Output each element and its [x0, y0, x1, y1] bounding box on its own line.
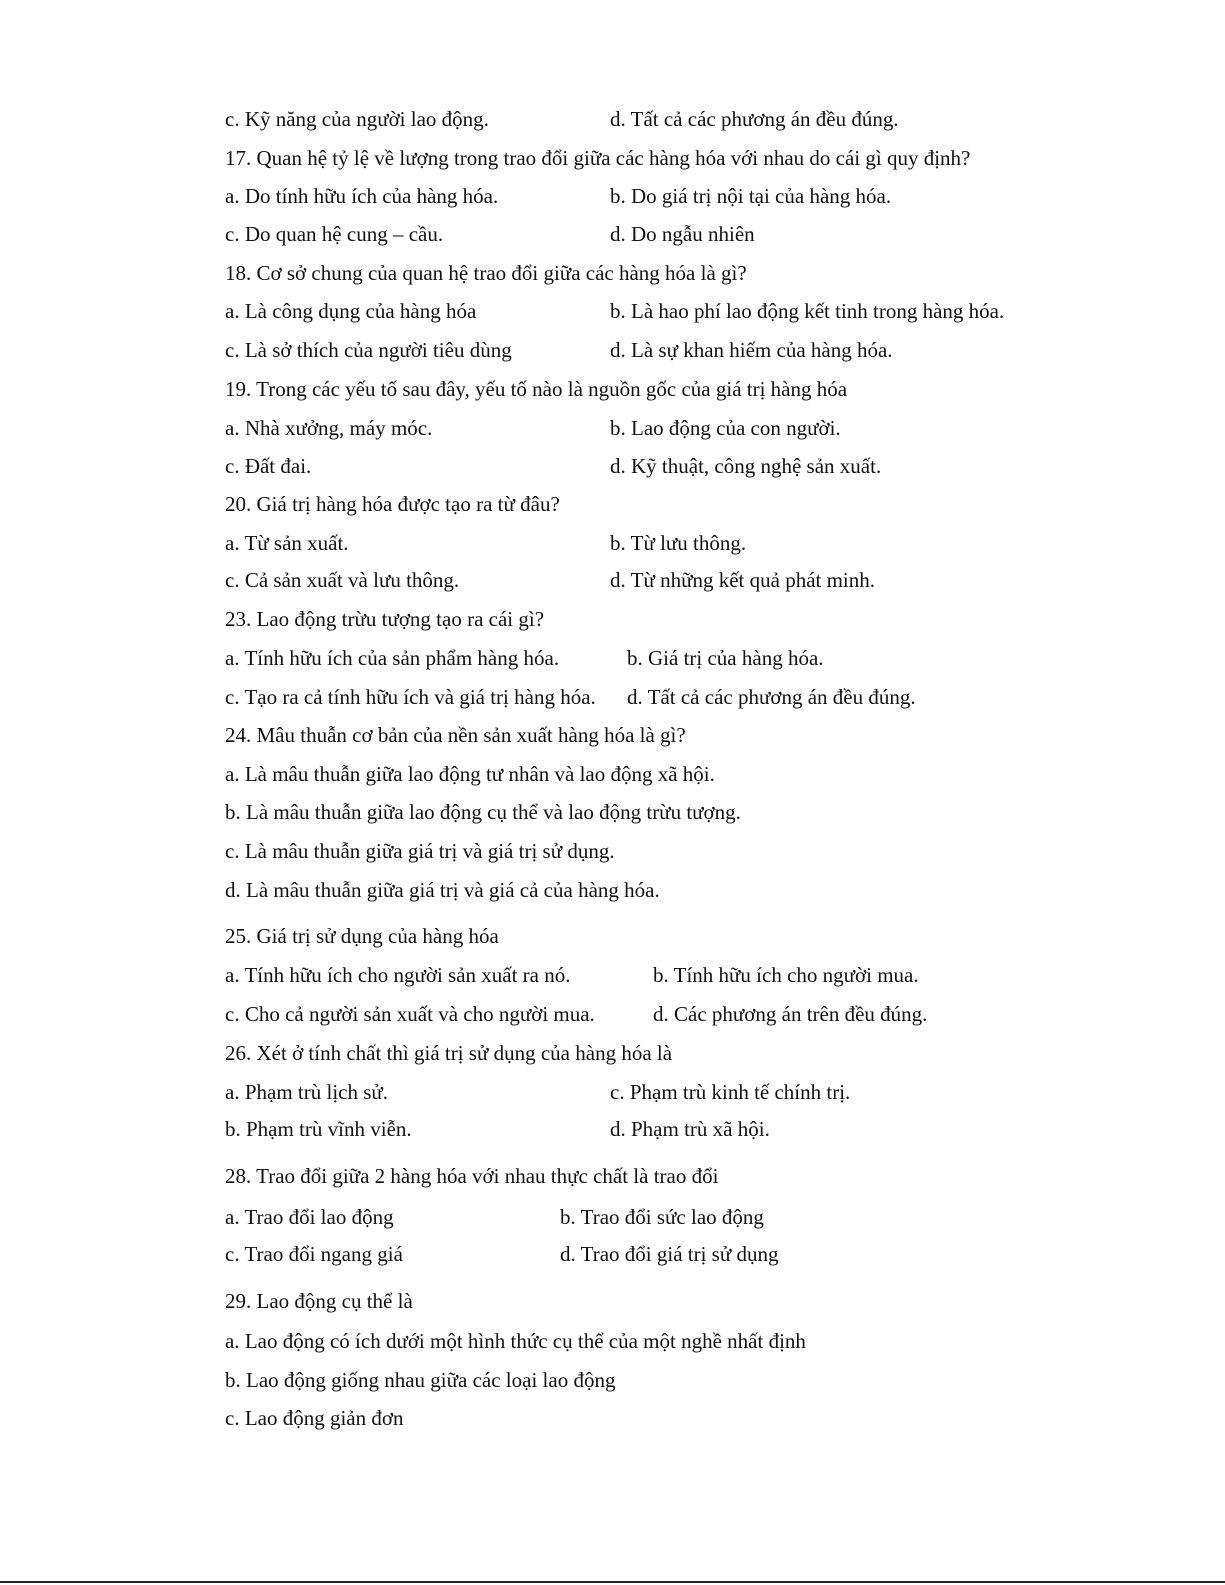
- option-d: d. Là sự khan hiếm của hàng hóa.: [610, 338, 893, 362]
- option-c: c. Kỹ năng của người lao động.: [225, 107, 489, 131]
- option-b: b. Lao động của con người.: [610, 416, 841, 440]
- option-c: c. Do quan hệ cung – cầu.: [225, 222, 444, 246]
- option-a: a. Phạm trù lịch sử.: [225, 1080, 389, 1104]
- option-a: a. Trao đổi lao động: [225, 1205, 394, 1229]
- option-a: a. Tính hữu ích cho người sản xuất ra nó.: [225, 963, 571, 987]
- option-c: c. Là mâu thuẫn giữa giá trị và giá trị sử dụng.: [225, 839, 615, 863]
- option-a: a. Nhà xưởng, máy móc.: [225, 416, 433, 440]
- question-28: 28. Trao đổi giữa 2 hàng hóa với nhau thực chất là trao đổi: [225, 1164, 719, 1188]
- option-c: c. Trao đổi ngang giá: [225, 1242, 403, 1266]
- option-a: a. Do tính hữu ích của hàng hóa.: [225, 184, 499, 208]
- option-b: b. Trao đổi sức lao động: [560, 1205, 764, 1229]
- option-b: b. Giá trị của hàng hóa.: [627, 646, 824, 670]
- question-17: 17. Quan hệ tỷ lệ về lượng trong trao đổi giữa các hàng hóa với nhau do cái gì quy định?: [225, 146, 971, 170]
- option-d: d. Do ngẫu nhiên: [610, 222, 755, 246]
- option-c: c. Tạo ra cả tính hữu ích và giá trị hàng hóa.: [225, 685, 596, 709]
- option-c: c. Đất đai.: [225, 454, 312, 478]
- question-24: 24. Mâu thuẫn cơ bản của nền sản xuất hàng hóa là gì?: [225, 723, 686, 747]
- option-b: b. Là hao phí lao động kết tinh trong hàng hóa.: [610, 299, 1005, 323]
- option-a: a. Là mâu thuẫn giữa lao động tư nhân và lao động xã hội.: [225, 762, 715, 786]
- question-25: 25. Giá trị sử dụng của hàng hóa: [225, 924, 499, 948]
- option-c: c. Cả sản xuất và lưu thông.: [225, 568, 460, 592]
- option-a: a. Tính hữu ích của sản phẩm hàng hóa.: [225, 646, 560, 670]
- option-d: d. Kỹ thuật, công nghệ sản xuất.: [610, 454, 882, 478]
- question-20: 20. Giá trị hàng hóa được tạo ra từ đâu?: [225, 492, 560, 516]
- question-23: 23. Lao động trừu tượng tạo ra cái gì?: [225, 607, 545, 631]
- option-c: c. Lao động giản đơn: [225, 1406, 404, 1430]
- option-d: d. Tất cả các phương án đều đúng.: [627, 685, 916, 709]
- option-d: d. Trao đổi giá trị sử dụng: [560, 1242, 779, 1266]
- option-d: d. Phạm trù xã hội.: [610, 1117, 770, 1141]
- option-d: d. Là mâu thuẫn giữa giá trị và giá cả của hàng hóa.: [225, 878, 660, 902]
- option-d: d. Tất cả các phương án đều đúng.: [610, 107, 899, 131]
- option-a: a. Lao động có ích dưới một hình thức cụ thể của một nghề nhất định: [225, 1329, 806, 1353]
- option-d: d. Các phương án trên đều đúng.: [653, 1002, 928, 1026]
- option-c: c. Là sở thích của người tiêu dùng: [225, 338, 512, 362]
- option-b: b. Là mâu thuẫn giữa lao động cụ thể và lao động trừu tượng.: [225, 800, 741, 824]
- option-b: b. Do giá trị nội tại của hàng hóa.: [610, 184, 892, 208]
- question-18: 18. Cơ sở chung của quan hệ trao đổi giữa các hàng hóa là gì?: [225, 261, 747, 285]
- option-d: d. Từ những kết quả phát minh.: [610, 568, 876, 592]
- question-26: 26. Xét ở tính chất thì giá trị sử dụng của hàng hóa là: [225, 1041, 673, 1065]
- option-a: a. Từ sản xuất.: [225, 531, 349, 555]
- option-b: b. Từ lưu thông.: [610, 531, 747, 555]
- page-bottom-border: [0, 1581, 1225, 1583]
- question-29: 29. Lao động cụ thể là: [225, 1289, 413, 1313]
- option-a: a. Là công dụng của hàng hóa: [225, 299, 477, 323]
- question-19: 19. Trong các yếu tố sau đây, yếu tố nào là nguồn gốc của giá trị hàng hóa: [225, 377, 848, 401]
- option-c: c. Cho cả người sản xuất và cho người mua.: [225, 1002, 595, 1026]
- option-c: c. Phạm trù kinh tế chính trị.: [610, 1080, 851, 1104]
- option-b: b. Phạm trù vĩnh viễn.: [225, 1117, 412, 1141]
- option-b: b. Tính hữu ích cho người mua.: [653, 963, 919, 987]
- option-b: b. Lao động giống nhau giữa các loại lao động: [225, 1368, 616, 1392]
